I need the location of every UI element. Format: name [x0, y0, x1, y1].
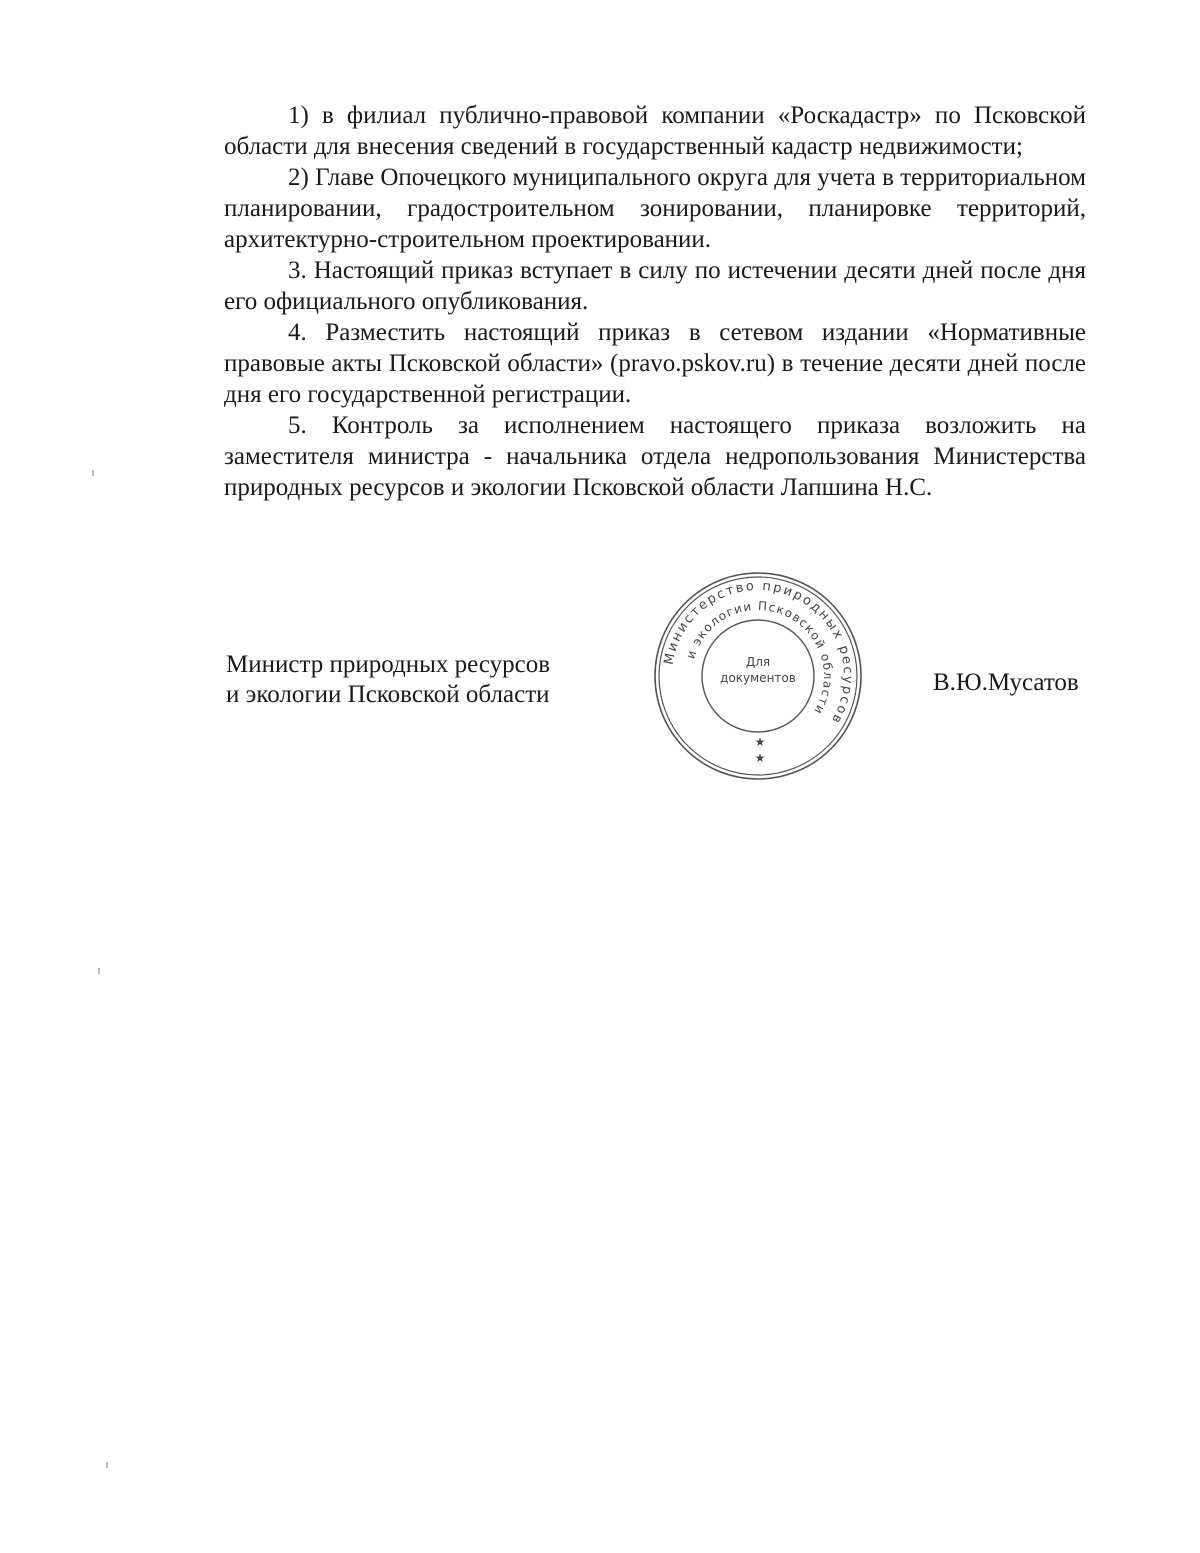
seal-center-line1: Для	[745, 655, 771, 669]
signatory-position-line1: Министр природных ресурсов	[226, 651, 551, 678]
paragraph-4: 4. Разместить настоящий приказ в сетевом издании «Нормативные правовые акты Псковской области» (pravo.pskov.ru) в течение десяти дней после дня его государственной регистрации.	[224, 319, 1086, 408]
scan-speck	[106, 1462, 108, 1468]
seal-outer-text: Министерство природных ресурсов	[661, 578, 856, 728]
signatory-name: В.Ю.Мусатов	[933, 669, 1079, 696]
signatory-position-line2: и экологии Псковской области	[226, 681, 550, 708]
seal-center-line2: документов	[720, 671, 796, 685]
official-seal	[652, 570, 864, 782]
scan-speck	[98, 968, 100, 974]
seal-inner-text: и экологии Псковской области	[683, 598, 836, 718]
svg-text:★: ★	[754, 735, 766, 749]
document-body	[224, 100, 1086, 503]
signatory-position	[226, 650, 550, 710]
paragraph-2: 2) Главе Опочецкого муниципального округа для учета в территориальном планировании, градостроительном зонировании, планировке территорий, архитектурно-строительном проектировании.	[224, 164, 1086, 253]
svg-text:★: ★	[754, 751, 766, 765]
paragraph-3: 3. Настоящий приказ вступает в силу по истечении десяти дней после дня его официального опубликования.	[224, 257, 1086, 315]
paragraph-5: 5. Контроль за исполнением настоящего приказа возложить на заместителя министра - начальника отдела недропользования Министерства природных ресурсов и экологии Псковской области Лапшина Н.С.	[224, 412, 1086, 501]
scan-speck	[92, 470, 94, 476]
paragraph-1: 1) в филиал публично-правовой компании «Роскадастр» по Псковской области для внесения сведений в государственный кадастр недвижимости;	[224, 102, 1086, 160]
